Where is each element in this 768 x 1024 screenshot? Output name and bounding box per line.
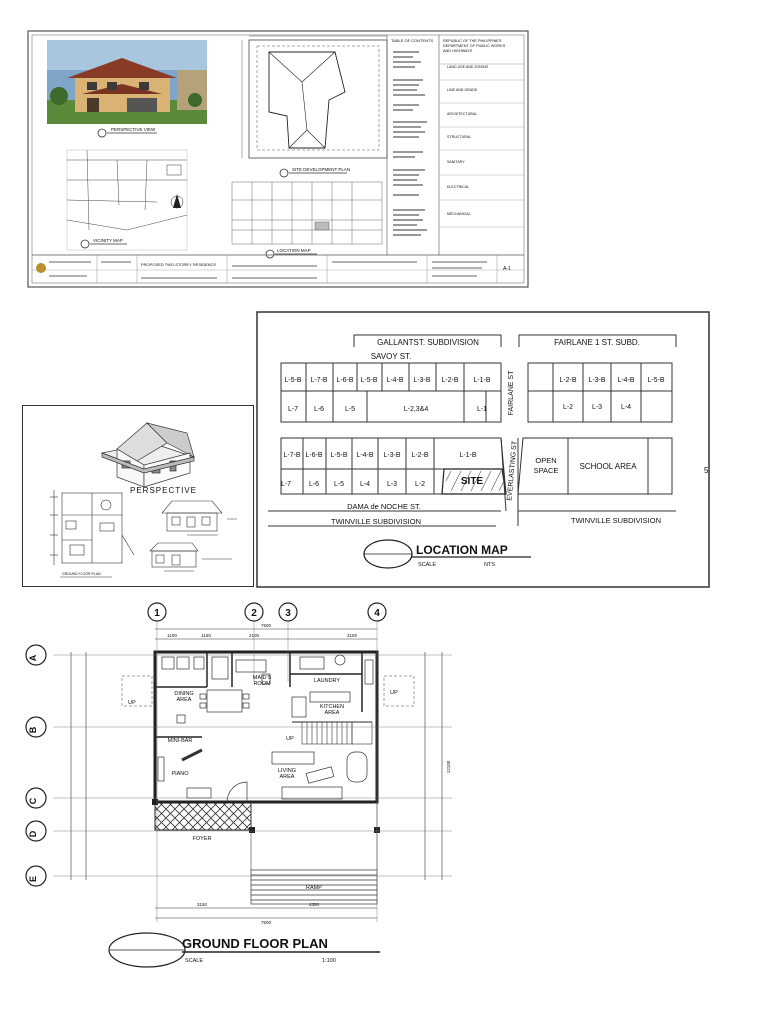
floor-plan-title: GROUND FLOOR PLAN [182, 936, 328, 951]
sheet-section-label: LAND USE AND ZONING [447, 65, 489, 69]
ground-floor-plan [22, 602, 482, 980]
room-kitchen: AREA [324, 710, 340, 716]
room-labels [128, 675, 398, 891]
room-living: AREA [279, 774, 295, 780]
project-title: PROPOSED TWO-STOREY RESIDENCE [141, 262, 217, 267]
grid-row-label: A [28, 654, 38, 662]
dimension-text: 7500 [260, 623, 272, 628]
lot-label: L-6 [313, 406, 325, 413]
sheet-section-label: SANITARY [447, 160, 465, 164]
sheet-section-label: STRUCTURAL [447, 135, 472, 139]
open-space-label: OPEN [535, 456, 557, 465]
svg-text:SCALE: SCALE [185, 958, 204, 964]
lot-label: L-7 [280, 481, 292, 488]
subdivision-twinville-right: TWINVILLE SUBDIVISION [570, 516, 662, 525]
dimension-text: 7500 [260, 920, 272, 925]
grid-columns [148, 603, 386, 621]
lot-label: L-3-B [588, 377, 606, 384]
lot-label: L-5 [333, 481, 345, 488]
up-label: UP [286, 736, 294, 742]
lot-label: L-7 [287, 406, 299, 413]
architectural-sheet [27, 30, 529, 288]
lot-label: L-1-B [459, 452, 477, 459]
house-rendering [47, 40, 207, 124]
lot-label: L-7-B [310, 377, 328, 384]
isometric-sheet [22, 405, 254, 587]
grid-rows [26, 645, 46, 886]
lot-label: L-3-B [383, 452, 401, 459]
svg-text:AND HIGHWAYS: AND HIGHWAYS [443, 49, 473, 53]
lot-label: L-5-B [284, 377, 302, 384]
lot-label: L-5-B [330, 452, 348, 459]
street-fairlane-subd: FAIRLANE 1 ST. SUBD. [554, 338, 640, 347]
iso-plan-label: GROUND FLOOR PLAN [62, 572, 101, 576]
lot-label: L-2-B [441, 377, 459, 384]
lot-label: L-2 [562, 404, 574, 411]
svg-text:REPUBLIC OF THE PHILIPPINES: REPUBLIC OF THE PHILIPPINES [443, 39, 502, 43]
room-maids: ROOM [253, 681, 271, 687]
lot-label: L-6 [308, 481, 320, 488]
dimension-text: 3150 [346, 633, 358, 638]
dimension-text: 2100 [248, 633, 260, 638]
lot-label: L-4 [620, 404, 632, 411]
svg-text:DEPARTMENT OF PUBLIC WORKS: DEPARTMENT OF PUBLIC WORKS [443, 44, 506, 48]
subdivision-twinville-left: TWINVILLE SUBDIVISION [330, 517, 422, 526]
lot-label: L-2 [414, 481, 426, 488]
perspective-view-label: PERSPECTIVE VIEW [111, 127, 156, 132]
lot-label: L-4-B [356, 452, 374, 459]
lot-label: L-5 [344, 406, 356, 413]
room-foyer: FOYER [192, 836, 212, 842]
grid-column-label: 2 [251, 608, 257, 619]
svg-text:1:100: 1:100 [322, 958, 336, 964]
up-label: UP [390, 690, 398, 696]
grid-row-label: D [28, 830, 38, 838]
sheet-section-label: ARCHITECTURAL [447, 112, 478, 116]
isometric-sheet-panel [22, 405, 254, 587]
dimension-text: 1100 [167, 633, 177, 638]
site-label: SITE [460, 476, 484, 487]
room-maids: MAID'S [252, 675, 272, 681]
toc-title: TABLE OF CONTENTS [391, 38, 434, 43]
room-kitchen: KITCHEN [319, 704, 345, 710]
lot-label: L-4-B [617, 377, 635, 384]
lot-label: L-3 [591, 404, 603, 411]
lot-label: L-1 [476, 406, 488, 413]
grid-row-label: B [28, 726, 38, 734]
sheet-section-label: LINE AND GRADE [447, 88, 478, 92]
seal-icon [36, 263, 46, 273]
lot-label: L-7-B [283, 452, 301, 459]
lot-label: L-5-B [360, 377, 378, 384]
location-map-mini-label: LOCATION MAP [277, 248, 311, 253]
lot-label: L-3 [386, 481, 398, 488]
lot-label: L-4-B [386, 377, 404, 384]
room-piano: PIANO [171, 771, 189, 777]
lot-label: L-2-B [411, 452, 429, 459]
vicinity-map-label: VICINITY MAP [93, 238, 123, 243]
dimension-text: 3150 [196, 902, 208, 907]
foyer-area [155, 802, 251, 830]
grid-column-label: 3 [285, 608, 291, 619]
dimension-text: 1150 [201, 633, 211, 638]
location-map-title: LOCATION MAP [416, 543, 508, 557]
lot-label: L-2,3&4 [403, 406, 429, 413]
lot-label: L-3-B [413, 377, 431, 384]
ground-floor-plan-panel [22, 602, 482, 980]
location-map-panel [256, 311, 710, 588]
street-savoy: SAVOY ST. [370, 352, 412, 361]
room-minibar: MINI-BAR [167, 738, 193, 744]
staircase [302, 722, 372, 744]
svg-text:SCALE: SCALE [418, 562, 437, 568]
lot-label: L-6-B [305, 452, 323, 459]
street-everlasting: EVERLASTING ST [506, 440, 519, 502]
street-fairlane: FAIRLANE ST [508, 370, 515, 416]
svg-text:NTS: NTS [484, 562, 495, 568]
ramp-label: RAMP [306, 885, 322, 891]
lot-label: L-2-B [559, 377, 577, 384]
grid-row-label: E [28, 875, 38, 883]
lot-label: L-6-B [336, 377, 354, 384]
lot-label: L-1-B [473, 377, 491, 384]
up-label: UP [128, 700, 136, 706]
street-dama-de-noche: DAMA de NOCHE ST. [347, 502, 421, 511]
perspective-label: PERSPECTIVE [130, 486, 198, 495]
location-map [256, 311, 710, 588]
grid-column-label: 4 [374, 608, 380, 619]
sheet-section-label: MECHANICAL [447, 212, 471, 216]
room-living: LIVING [277, 768, 297, 774]
dimension-text: 12100 [446, 760, 451, 774]
lot-label: L-5-B [647, 377, 665, 384]
architectural-sheet-panel [27, 30, 529, 288]
lot-label: L-4 [359, 481, 371, 488]
room-laundry: LAUNDRY [313, 678, 341, 684]
sheet-section-label: ELECTRICAL [447, 185, 470, 189]
street-gallant: GALLANTST. SUBDIVISION [377, 338, 479, 347]
sheet-number: A-1 [503, 266, 511, 272]
school-area-label: SCHOOL AREA [579, 462, 637, 471]
grid-column-label: 1 [154, 608, 160, 619]
room-dining: AREA [176, 697, 192, 703]
open-space-label: SPACE [533, 466, 559, 475]
dimension-text: 4350 [308, 902, 320, 907]
room-dining: DINING [174, 691, 194, 697]
grid-row-label: C [28, 797, 38, 805]
site-plan-label: SITE DEVELOPMENT PLAN [292, 167, 351, 172]
svg-text:5: 5 [704, 466, 709, 475]
